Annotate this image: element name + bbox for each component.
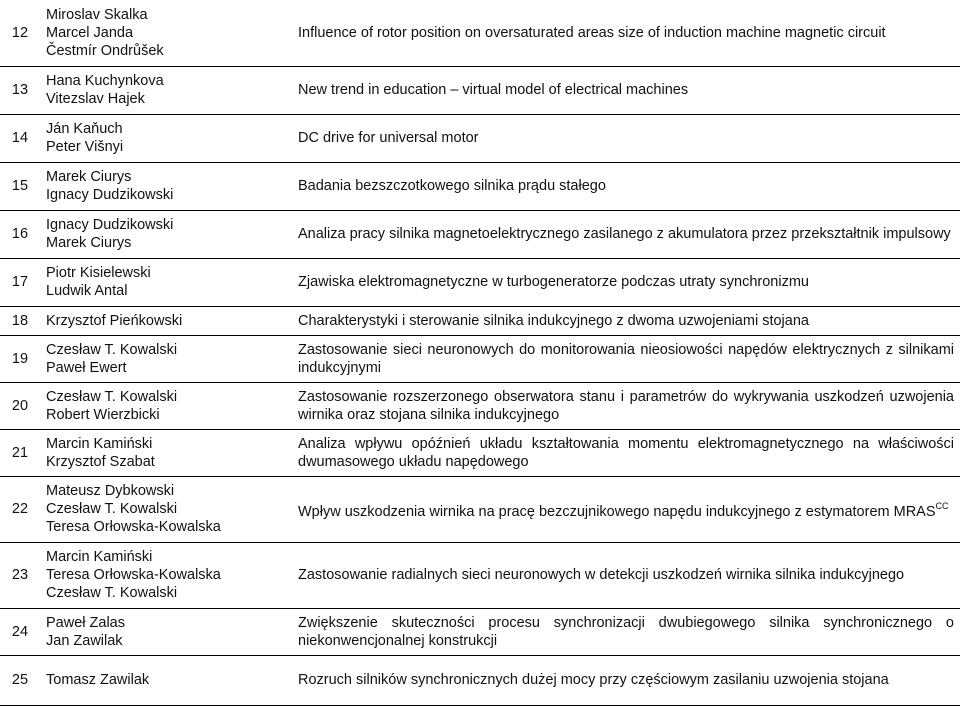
table-row xyxy=(0,0,960,66)
table-row xyxy=(0,476,960,542)
title-text: Zwiększenie skuteczności procesu synchronizacji dwubiegowego silnika synchronicznego o niekonwencjonalnej konstrukcji xyxy=(298,614,954,649)
row-authors xyxy=(40,429,292,476)
author-name: Robert Wierzbicki xyxy=(46,406,160,423)
row-title xyxy=(292,429,960,476)
author-name: Czesław T. Kowalski xyxy=(46,501,178,517)
author-name: Vitezslav Hajek xyxy=(46,91,145,107)
title-text: New trend in education – virtual model of electrical machines xyxy=(298,82,689,98)
row-number: 16 xyxy=(0,210,40,258)
row-title xyxy=(292,258,960,306)
author-name: Paweł Zalas xyxy=(46,614,125,631)
row-authors xyxy=(40,258,292,306)
title-text: Zastosowanie sieci neuronowych do monitorowania nieosiowości napędów elektrycznych z silnikami indukcyjnymi xyxy=(298,341,954,376)
table-row xyxy=(0,210,960,258)
table-row xyxy=(0,258,960,306)
row-number: 17 xyxy=(0,258,40,306)
author-name: Peter Višnyi xyxy=(46,139,124,155)
row-number: 19 xyxy=(0,335,40,382)
title-text: Zjawiska elektromagnetyczne w turbogeneratorze podczas utraty synchronizmu xyxy=(298,274,809,290)
row-authors xyxy=(40,476,292,542)
table-row xyxy=(0,608,960,655)
author-name: Marcin Kamiński xyxy=(46,435,153,452)
row-number: 23 xyxy=(0,542,40,608)
row-title xyxy=(292,0,960,66)
title-text: Wpływ uszkodzenia wirnika na pracę bezczujnikowego napędu indukcyjnego z estymatorem MRAS xyxy=(298,504,936,520)
row-number: 21 xyxy=(0,429,40,476)
row-authors xyxy=(40,655,292,705)
table-row xyxy=(0,306,960,335)
row-title xyxy=(292,114,960,162)
table-row xyxy=(0,335,960,382)
author-name: Jan Zawilak xyxy=(46,632,123,649)
author-name: Teresa Orłowska-Kowalska xyxy=(46,519,221,535)
table-row xyxy=(0,429,960,476)
row-title xyxy=(292,608,960,655)
row-authors xyxy=(40,335,292,382)
row-number: 20 xyxy=(0,382,40,429)
author-name: Ján Kaňuch xyxy=(46,121,123,137)
row-number: 25 xyxy=(0,655,40,705)
author-name: Czesław T. Kowalski xyxy=(46,341,178,358)
row-authors xyxy=(40,306,292,335)
row-authors xyxy=(40,66,292,114)
author-name: Marek Ciurys xyxy=(46,169,132,185)
row-number: 18 xyxy=(0,306,40,335)
author-name: Ludwik Antal xyxy=(46,283,128,299)
author-name: Ignacy Dudzikowski xyxy=(46,187,174,203)
row-title xyxy=(292,335,960,382)
table-row xyxy=(0,542,960,608)
row-authors xyxy=(40,0,292,66)
author-name: Čestmír Ondrůšek xyxy=(46,42,164,59)
row-title xyxy=(292,542,960,608)
row-number: 12 xyxy=(0,0,40,66)
row-title xyxy=(292,162,960,210)
row-authors xyxy=(40,542,292,608)
row-title xyxy=(292,655,960,705)
row-number: 14 xyxy=(0,114,40,162)
title-text: Zastosowanie radialnych sieci neuronowych w detekcji uszkodzeń wirnika silnika indukcyjnego xyxy=(298,567,905,583)
author-name: Krzysztof Pieńkowski xyxy=(46,312,183,329)
author-name: Paweł Ewert xyxy=(46,359,127,376)
author-name: Marcin Kamiński xyxy=(46,549,153,565)
author-name: Mateusz Dybkowski xyxy=(46,483,175,499)
author-name: Piotr Kisielewski xyxy=(46,265,151,281)
row-authors xyxy=(40,210,292,258)
row-title xyxy=(292,210,960,258)
row-authors xyxy=(40,608,292,655)
table-row xyxy=(0,382,960,429)
row-title xyxy=(292,476,960,542)
table-row xyxy=(0,655,960,705)
title-text: Analiza wpływu opóźnień układu kształtowania momentu elektromagnetycznego na właściwości dwumasowego układu napędowego xyxy=(298,435,954,470)
row-title xyxy=(292,66,960,114)
row-authors xyxy=(40,162,292,210)
table-row xyxy=(0,66,960,114)
title-text: Charakterystyki i sterowanie silnika indukcyjnego z dwoma uzwojeniami stojana xyxy=(298,312,809,329)
author-name: Marcel Janda xyxy=(46,24,134,41)
row-number: 15 xyxy=(0,162,40,210)
row-authors xyxy=(40,382,292,429)
row-number: 22 xyxy=(0,476,40,542)
author-name: Miroslav Skalka xyxy=(46,6,148,23)
author-name: Tomasz Zawilak xyxy=(46,672,150,688)
title-text: Influence of rotor position on oversaturated areas size of induction machine magnetic circuit xyxy=(298,24,886,41)
title-text: Rozruch silników synchronicznych dużej mocy przy częściowym zasilaniu uzwojenia stojana xyxy=(298,672,889,688)
author-name: Marek Ciurys xyxy=(46,235,132,251)
author-name: Czesław T. Kowalski xyxy=(46,388,178,405)
title-text: Analiza pracy silnika magnetoelektrycznego zasilanego z akumulatora przez przekształtnik impulsowy xyxy=(298,226,951,242)
author-name: Krzysztof Szabat xyxy=(46,453,155,470)
row-number: 13 xyxy=(0,66,40,114)
table-row xyxy=(0,162,960,210)
row-authors xyxy=(40,114,292,162)
row-number: 24 xyxy=(0,608,40,655)
row-title xyxy=(292,306,960,335)
title-text: DC drive for universal motor xyxy=(298,130,479,146)
row-title xyxy=(292,382,960,429)
table-row xyxy=(0,114,960,162)
author-name: Teresa Orłowska-Kowalska xyxy=(46,567,221,583)
author-name: Czesław T. Kowalski xyxy=(46,585,178,601)
author-name: Ignacy Dudzikowski xyxy=(46,217,174,233)
title-text: Badania bezszczotkowego silnika prądu stałego xyxy=(298,178,606,194)
author-name: Hana Kuchynkova xyxy=(46,73,164,89)
title-superscript: CC xyxy=(935,501,949,511)
title-text: Zastosowanie rozszerzonego obserwatora stanu i parametrów do wykrywania uszkodzeń uzwojenia wirnika oraz stojana silnika indukcyjnego xyxy=(298,388,954,423)
